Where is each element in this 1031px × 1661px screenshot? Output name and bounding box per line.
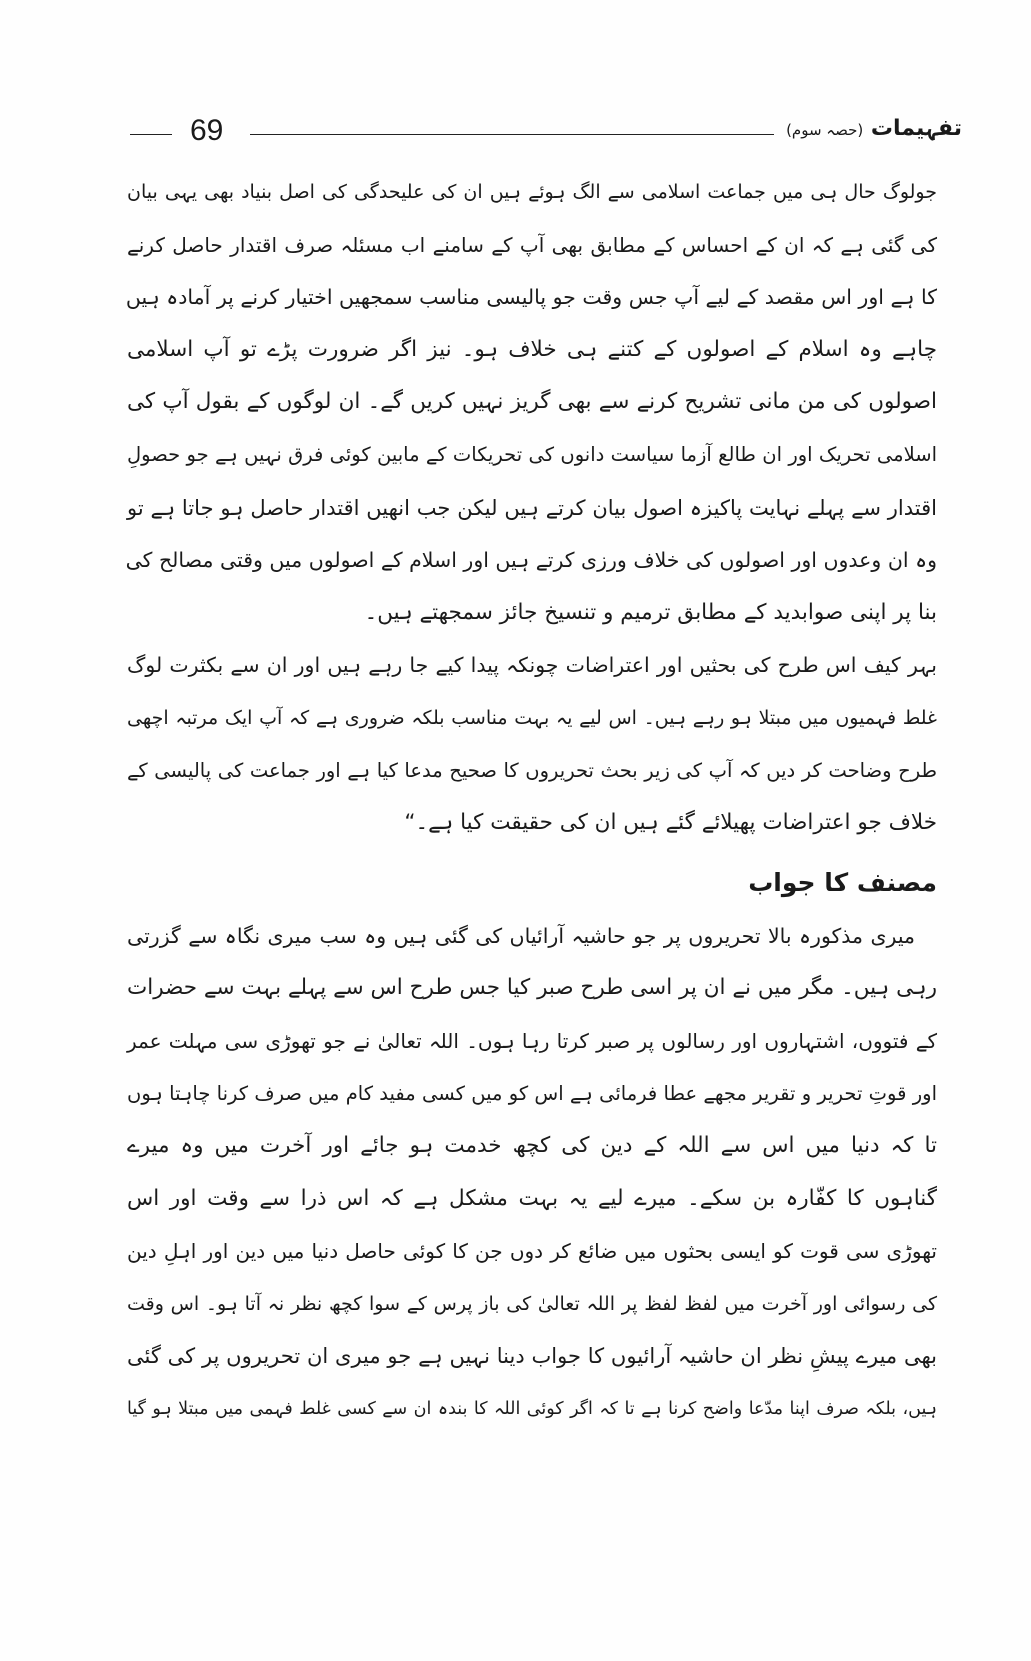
text-line: وہ ان وعدوں اور اصولوں کی خلاف ورزی کرتے ہیں اور اسلام کے اصولوں میں وقتی مصالح کی [125, 548, 937, 573]
book-title [786, 116, 962, 141]
text-line: گناہوں کا کفّارہ بن سکے۔ میرے لیے یہ بہت مشکل ہے کہ اس ذرا سے وقت اور اس [127, 1185, 937, 1211]
book-title-text: تفہیمات [870, 116, 962, 141]
text-line: جولوگ حال ہی میں جماعت اسلامی سے الگ ہوئے ہیں ان کی علیحدگی کی اصل بنیاد بھی یہی بیان [127, 181, 937, 203]
header-rule-short [130, 134, 172, 135]
text-line: میری مذکورہ بالا تحریروں پر جو حاشیہ آرائیاں کی گئی ہیں وہ سب میری نگاہ سے گزرتی [127, 923, 915, 948]
text-line: بھی میرے پیشِ نظر ان حاشیہ آرائیوں کا جواب دینا نہیں ہے جو میری ان تحریروں پر کی گئی [127, 1344, 937, 1369]
book-part: (حصہ سوم) [786, 121, 864, 139]
text-line: کی رسوائی اور آخرت میں لفظ لفظ پر اللہ تعالیٰ کی باز پرس کے سوا کچھ نظر نہ آتا ہو۔ اس وقت [127, 1292, 937, 1315]
text-line: اور قوتِ تحریر و تقریر مجھے عطا فرمائی ہے اس کو میں کسی مفید کام میں صرف کرنا چاہتا ہوں [127, 1081, 937, 1105]
text-line: ہیں، بلکہ صرف اپنا مدّعا واضح کرنا ہے تا کہ اگر کوئی اللہ کا بندہ ان سے کسی غلط فہمی میں مبتلا ہو گیا [127, 1399, 937, 1420]
text-line: تا کہ دنیا میں اس سے اللہ کے دین کی کچھ خدمت ہو جائے اور آخرت میں وہ میرے [127, 1133, 937, 1159]
text-line: اصولوں کی من مانی تشریح کرنے سے بھی گریز نہیں کریں گے۔ ان لوگوں کے بقول آپ کی [127, 389, 937, 415]
text-line: خلاف جو اعتراضات پھیلائے گئے ہیں ان کی حقیقت کیا ہے۔“ [404, 810, 937, 836]
text-line: اسلامی تحریک اور ان طالع آزما سیاست دانوں کی تحریکات کے مابین کوئی فرق نہیں ہے جو حصولِ [127, 442, 937, 466]
header-rule [250, 134, 774, 135]
page-number: 69 [190, 114, 224, 147]
text-line: کے فتووں، اشتہاروں اور رسالوں پر صبر کرتا رہا ہوں۔ اللہ تعالیٰ نے جو تھوڑی سی مہلت عمر [127, 1028, 937, 1053]
text-line: طرح وضاحت کر دیں کہ آپ کی زیر بحث تحریروں کا صحیح مدعا کیا ہے اور جماعت کی پالیسی کے [127, 758, 937, 782]
text-line: کا ہے اور اس مقصد کے لیے آپ جس وقت جو پالیسی مناسب سمجھیں اختیار کرنے پر آمادہ ہیں [125, 285, 937, 310]
text-line: رہی ہیں۔ مگر میں نے ان پر اسی طرح صبر کیا جس طرح اس سے پہلے بہت سے حضرات [127, 975, 937, 1001]
paragraph-1 [127, 166, 937, 639]
page-body [127, 166, 937, 1436]
text-line: تھوڑی سی قوت کو ایسی بحثوں میں ضائع کر دوں جن کا کوئی حاصل دنیا میں دین اور اہلِ دین [127, 1239, 937, 1264]
text-line: اقتدار سے پہلے نہایت پاکیزہ اصول بیان کرتے ہیں لیکن جب انھیں اقتدار حاصل ہو جاتا ہے تو [127, 495, 937, 520]
text-line: بنا پر اپنی صوابدید کے مطابق ترمیم و تنسیخ جائز سمجھتے ہیں۔ [364, 599, 937, 625]
running-header [128, 112, 962, 152]
paragraph-2 [127, 639, 937, 849]
text-line: کی گئی ہے کہ ان کے احساس کے مطابق بھی آپ کے سامنے اب مسئلہ صرف اقتدار حاصل کرنے [127, 232, 937, 257]
section-heading: مصنف کا جواب [748, 867, 937, 897]
answer-paragraph [127, 910, 937, 1436]
text-line: چاہے وہ اسلام کے اصولوں کے کتنے ہی خلاف ہو۔ نیز اگر ضرورت پڑے تو آپ اسلامی [127, 336, 937, 362]
text-line: بہر کیف اس طرح کی بحثیں اور اعتراضات چونکہ پیدا کیے جا رہے ہیں اور ان سے بکثرت لوگ [127, 653, 937, 678]
text-line: غلط فہمیوں میں مبتلا ہو رہے ہیں۔ اس لیے یہ بہت مناسب بلکہ ضروری ہے کہ آپ ایک مرتبہ اچھی [127, 706, 937, 729]
